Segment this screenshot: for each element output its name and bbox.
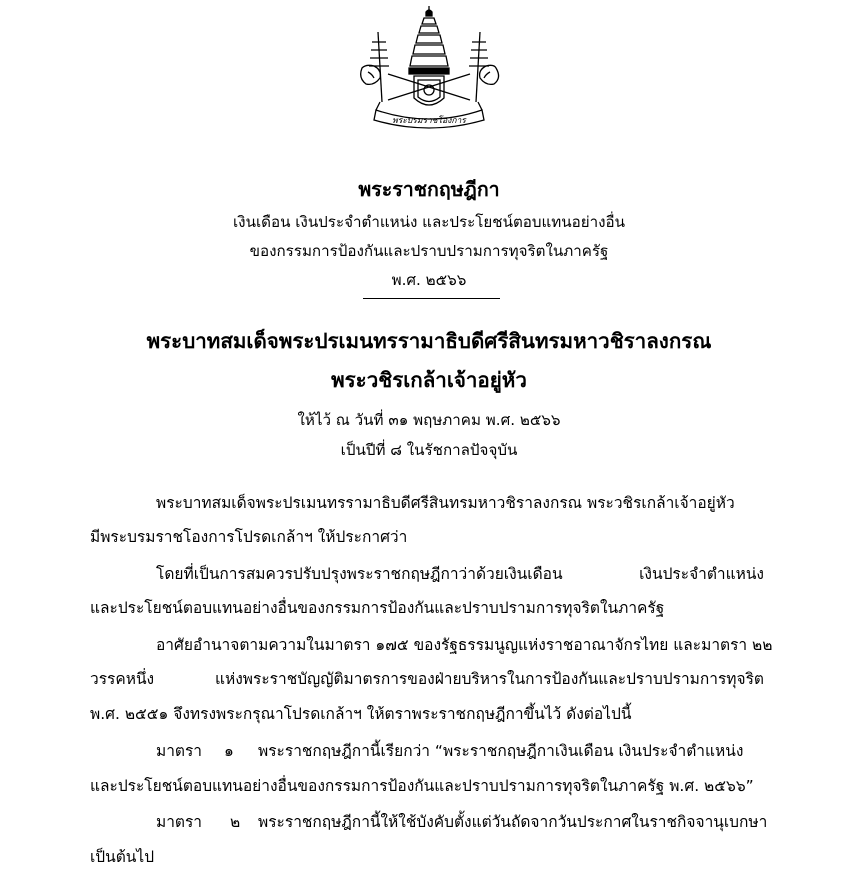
document-subtitle-2: ของกรรมการป้องกันและปราบปรามการทุจริตในภาครัฐ bbox=[249, 242, 609, 260]
preamble-line-2: มีพระบรมราชโองการโปรดเกล้าฯ ให้ประกาศว่า bbox=[90, 528, 408, 546]
preamble-line-1: พระบาทสมเด็จพระปรเมนทรรามาธิบดีศรีสินทรมหาวชิราลงกรณ พระวชิรเกล้าเจ้าอยู่หัว bbox=[156, 494, 735, 512]
royal-emblem-icon bbox=[352, 2, 506, 132]
section-2-label: มาตรา bbox=[156, 813, 203, 831]
section-1-line-2: และประโยชน์ตอบแทนอย่างอื่นของกรรมการป้องกันและปราบปรามการทุจริตในภาครัฐ พ.ศ. ๒๕๖๖” bbox=[90, 777, 754, 795]
document-year: พ.ศ. ๒๕๖๖ bbox=[391, 271, 467, 289]
svg-text:พระบรมราชโองการ: พระบรมราชโองการ bbox=[392, 116, 466, 126]
section-2-number: ๒ bbox=[230, 813, 241, 831]
section-1-label: มาตรา bbox=[156, 742, 203, 760]
authority-line-3: พ.ศ. ๒๕๕๑ จึงทรงพระกรุณาโปรดเกล้าฯ ให้ตราพระราชกฤษฎีกาขึ้นไว้ ดังต่อไปนี้ bbox=[90, 705, 632, 723]
authority-line-2: วรรคหนึ่ง แห่งพระราชบัญญัติมาตรการของฝ่ายบริหารในการป้องกันและปราบปรามการทุจริต bbox=[90, 670, 764, 688]
reason-line-2: และประโยชน์ตอบแทนอย่างอื่นของกรรมการป้องกันและปราบปรามการทุจริตในภาครัฐ bbox=[90, 599, 665, 617]
given-date: ให้ไว้ ณ วันที่ ๓๑ พฤษภาคม พ.ศ. ๒๕๖๖ bbox=[297, 411, 561, 429]
section-2-text: พระราชกฤษฎีกานี้ให้ใช้บังคับตั้งแต่วันถัดจากวันประกาศในราชกิจจานุเบกษา bbox=[258, 813, 768, 831]
title-divider bbox=[363, 298, 500, 299]
reign-year: เป็นปีที่ ๘ ในรัชกาลปัจจุบัน bbox=[340, 441, 518, 459]
king-name-line-1: พระบาทสมเด็จพระปรเมนทรรามาธิบดีศรีสินทรมหาวชิราลงกรณ bbox=[146, 329, 712, 353]
document-subtitle-1: เงินเดือน เงินประจำตำแหน่ง และประโยชน์ตอบแทนอย่างอื่น bbox=[233, 213, 625, 231]
reason-line-1: โดยที่เป็นการสมควรปรับปรุงพระราชกฤษฎีกาว่าด้วยเงินเดือน เงินประจำตำแหน่ง bbox=[156, 565, 764, 583]
document-title: พระราชกฤษฎีกา bbox=[358, 178, 500, 201]
king-name-line-2: พระวชิรเกล้าเจ้าอยู่หัว bbox=[331, 368, 527, 392]
section-1-number: ๑ bbox=[224, 742, 234, 760]
section-1-text: พระราชกฤษฎีกานี้เรียกว่า “พระราชกฤษฎีกาเงินเดือน เงินประจำตำแหน่ง bbox=[258, 742, 744, 760]
authority-line-1: อาศัยอำนาจตามความในมาตรา ๑๗๕ ของรัฐธรรมนูญแห่งราชอาณาจักรไทย และมาตรา ๒๒ bbox=[156, 636, 773, 654]
section-2-line-2: เป็นต้นไป bbox=[90, 848, 155, 866]
